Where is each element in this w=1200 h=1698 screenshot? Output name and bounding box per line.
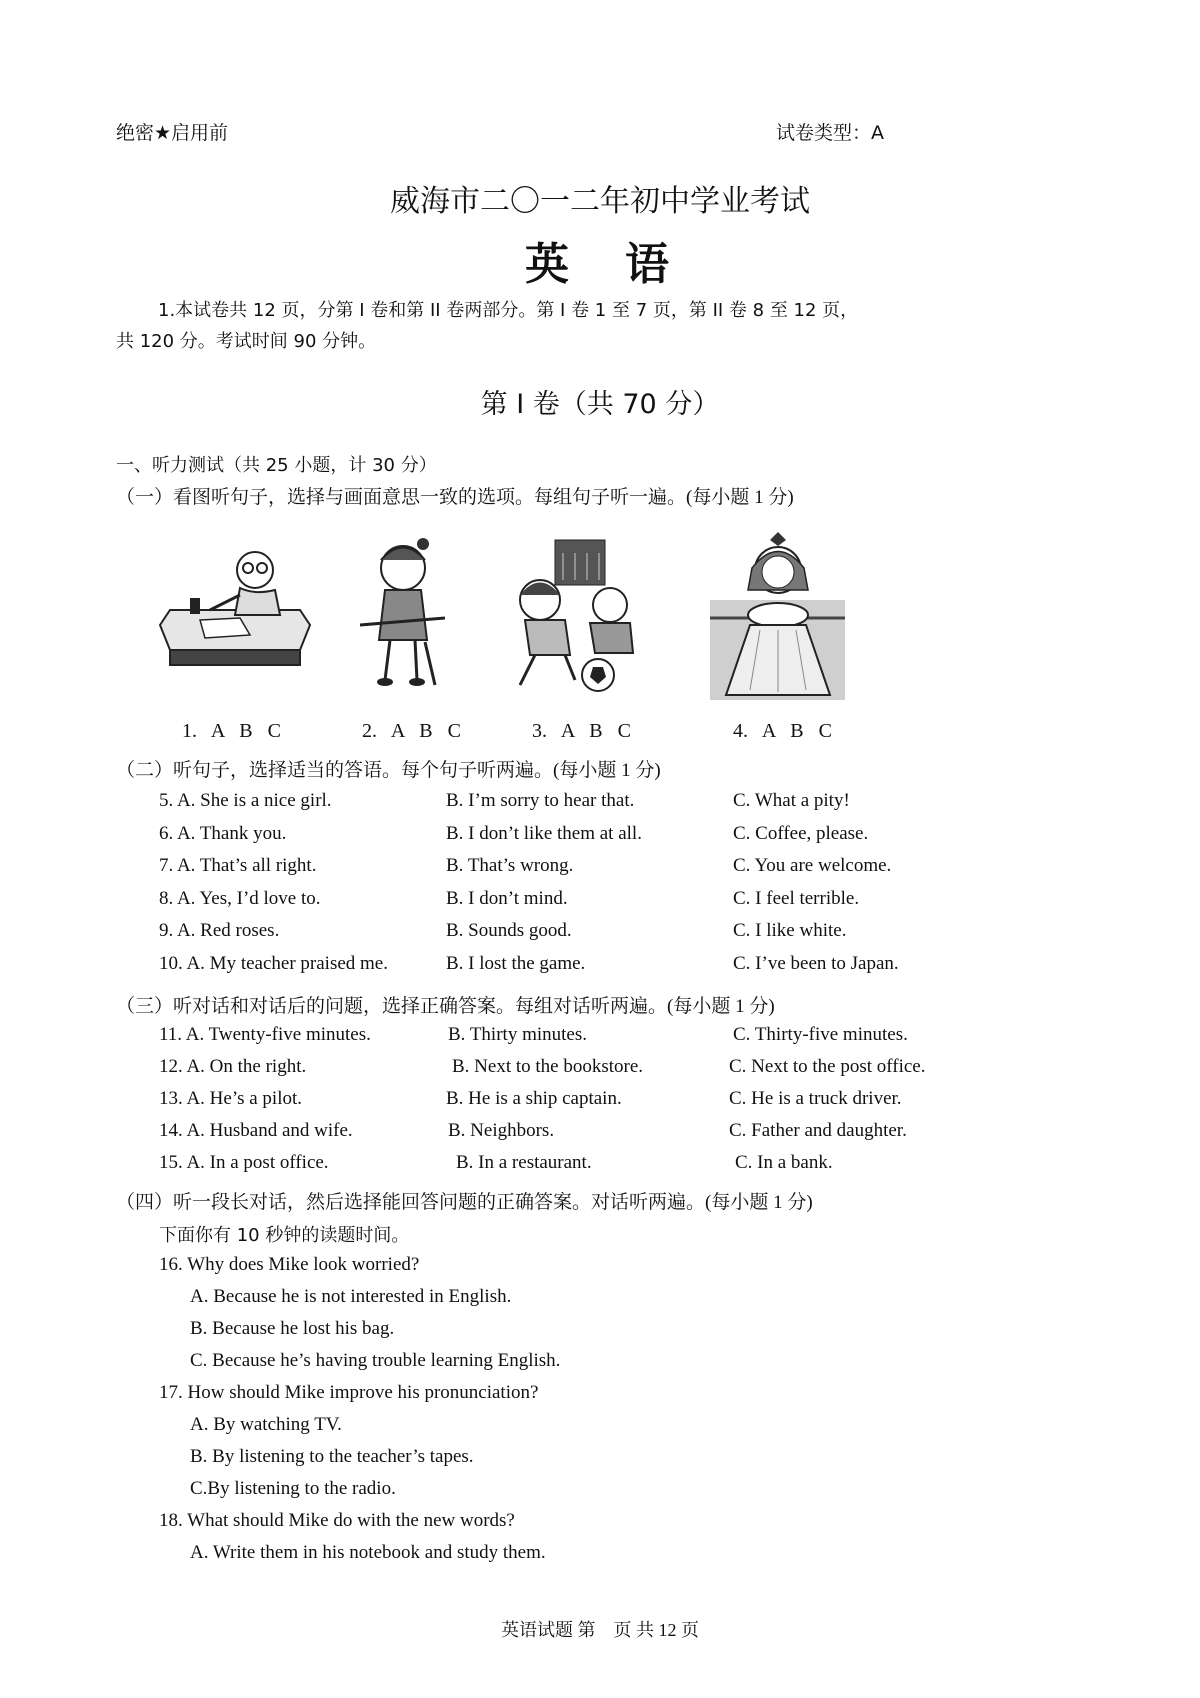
girl-playing-violin-icon <box>355 530 450 695</box>
picture-2-caption: 2. A B C <box>362 720 461 742</box>
q9-option-b: B. Sounds good. <box>446 920 572 941</box>
q12-option-c: C. Next to the post office. <box>729 1056 926 1077</box>
picture-4 <box>710 530 845 700</box>
section-listening-title: 一、听力测试（共 25 小题，计 30 分） <box>116 455 437 476</box>
q17-option-a: A. By watching TV. <box>190 1414 342 1435</box>
q7-option-a: 7. A. That’s all right. <box>159 855 317 876</box>
q9-option-c: C. I like white. <box>733 920 847 941</box>
page-footer: 英语试题 第 页 共 12 页 <box>501 1620 699 1640</box>
q10-option-b: B. I lost the game. <box>446 953 586 974</box>
q14-option-a: 14. A. Husband and wife. <box>159 1120 353 1141</box>
q17-option-c: C.By listening to the radio. <box>190 1478 396 1499</box>
confidential-label: 绝密★启用前 <box>116 122 229 144</box>
q14-option-c: C. Father and daughter. <box>729 1120 907 1141</box>
q6-option-c: C. Coffee, please. <box>733 823 869 844</box>
q17-option-b: B. By listening to the teacher’s tapes. <box>190 1446 474 1467</box>
picture-1 <box>150 540 320 680</box>
sub2-title: （二）听句子，选择适当的答语。每个句子听两遍。(每小题 1 分) <box>116 760 661 781</box>
q14-option-b: B. Neighbors. <box>448 1120 555 1141</box>
girl-holding-rabbit-icon <box>710 530 845 700</box>
q8-option-b: B. I don’t mind. <box>446 888 568 909</box>
picture-2 <box>355 530 450 695</box>
picture-3 <box>505 535 650 695</box>
picture-3-caption: 3. A B C <box>532 720 631 742</box>
q11-option-b: B. Thirty minutes. <box>448 1024 587 1045</box>
q15-option-a: 15. A. In a post office. <box>159 1152 329 1173</box>
sub4-title: （四）听一段长对话，然后选择能回答问题的正确答案。对话听两遍。(每小题 1 分) <box>116 1192 813 1213</box>
q5-option-b: B. I’m sorry to hear that. <box>446 790 635 811</box>
q12-option-a: 12. A. On the right. <box>159 1056 307 1077</box>
q8-option-a: 8. A. Yes, I’d love to. <box>159 888 321 909</box>
picture-1-caption: 1. A B C <box>182 720 281 742</box>
part-one-title: 第 I 卷（共 70 分） <box>480 389 720 420</box>
sub1-title: （一）看图听句子，选择与画面意思一致的选项。每组句子听一遍。(每小题 1 分) <box>116 487 794 508</box>
sub3-title: （三）听对话和对话后的问题，选择正确答案。每组对话听两遍。(每小题 1 分) <box>116 996 775 1017</box>
q11-option-c: C. Thirty-five minutes. <box>733 1024 908 1045</box>
q6-option-a: 6. A. Thank you. <box>159 823 287 844</box>
q7-option-b: B. That’s wrong. <box>446 855 574 876</box>
q18-option-a: A. Write them in his notebook and study them. <box>190 1542 546 1563</box>
q11-option-a: 11. A. Twenty-five minutes. <box>159 1024 371 1045</box>
q13-option-c: C. He is a truck driver. <box>729 1088 902 1109</box>
picture-4-caption: 4. A B C <box>733 720 832 742</box>
q12-option-b: B. Next to the bookstore. <box>452 1056 644 1077</box>
q16-stem: 16. Why does Mike look worried? <box>159 1254 420 1275</box>
q18-stem: 18. What should Mike do with the new words? <box>159 1510 515 1531</box>
q16-option-a: A. Because he is not interested in English. <box>190 1286 512 1307</box>
q16-option-b: B. Because he lost his bag. <box>190 1318 395 1339</box>
q9-option-a: 9. A. Red roses. <box>159 920 280 941</box>
q15-option-b: B. In a restaurant. <box>456 1152 592 1173</box>
notice-line-2: 共 120 分。考试时间 90 分钟。 <box>116 331 377 352</box>
q13-option-b: B. He is a ship captain. <box>446 1088 622 1109</box>
q10-option-a: 10. A. My teacher praised me. <box>159 953 388 974</box>
notice-line-1: 1.本试卷共 12 页，分第 I 卷和第 II 卷两部分。第 I 卷 1 至 7 页，第 II 卷 8 至 12 页， <box>158 300 859 321</box>
q10-option-c: C. I’ve been to Japan. <box>733 953 899 974</box>
q15-option-c: C. In a bank. <box>735 1152 833 1173</box>
subject-title: 英 语 <box>525 239 675 290</box>
boy-drawing-at-desk-icon <box>150 540 320 680</box>
q8-option-c: C. I feel terrible. <box>733 888 860 909</box>
q5-option-c: C. What a pity! <box>733 790 850 811</box>
q5-option-a: 5. A. She is a nice girl. <box>159 790 332 811</box>
q17-stem: 17. How should Mike improve his pronunciation? <box>159 1382 539 1403</box>
exam-title: 威海市二〇一二年初中学业考试 <box>390 184 810 219</box>
q6-option-b: B. I don’t like them at all. <box>446 823 642 844</box>
paper-type-label: 试卷类型：A <box>776 122 884 144</box>
boys-playing-soccer-icon <box>505 535 650 695</box>
q7-option-c: C. You are welcome. <box>733 855 892 876</box>
reading-time-note: 下面你有 10 秒钟的读题时间。 <box>159 1225 410 1246</box>
q13-option-a: 13. A. He’s a pilot. <box>159 1088 303 1109</box>
q16-option-c: C. Because he’s having trouble learning English. <box>190 1350 561 1371</box>
